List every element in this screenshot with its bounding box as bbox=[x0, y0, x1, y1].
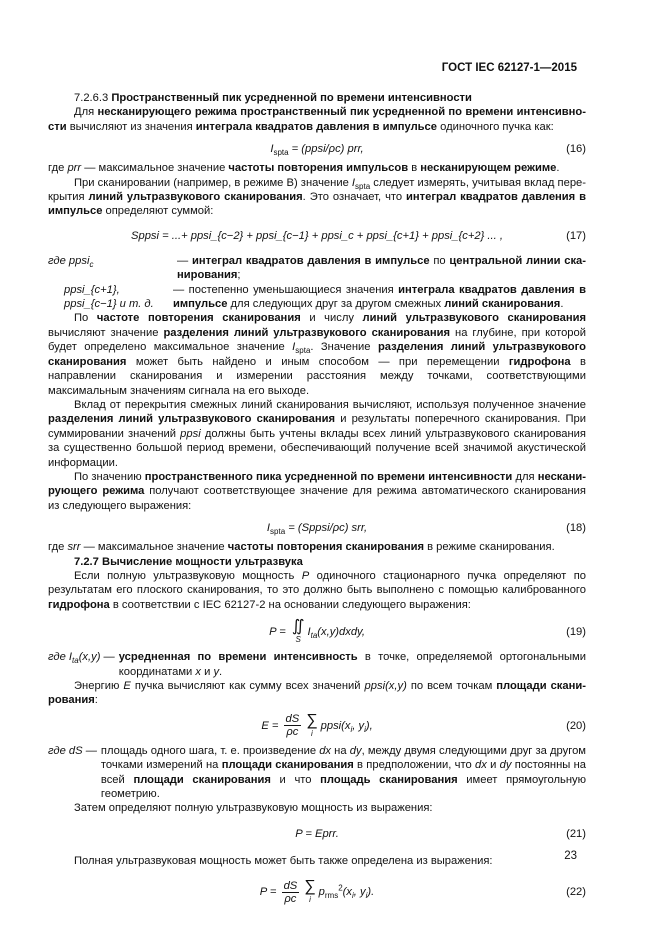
section-heading-7-2-6-3 bbox=[48, 91, 586, 105]
symbol: ppsi(x,y) bbox=[364, 680, 407, 692]
formula-subscript: rms bbox=[324, 891, 339, 901]
text: площадь одного шага, т. е. произведение bbox=[100, 744, 320, 757]
paragraph-1 bbox=[48, 105, 586, 134]
text: в предположении, что bbox=[353, 759, 475, 772]
paragraph-8 bbox=[48, 569, 586, 612]
equation-number: (20) bbox=[566, 719, 586, 732]
formula: Sppsi = ...+ ppsi_{c−2} + ppsi_{c−1} + ppsi_c + ppsi_{c+1} + ppsi_{c+2} ... , bbox=[131, 229, 503, 242]
term-subscript: c bbox=[89, 260, 94, 270]
formula bbox=[48, 874, 586, 910]
text: — bbox=[177, 254, 192, 267]
text: одиночного стационарного пучка определяют по результатам его плоского сканирования, то это должно быть выполнено с помощью калиброванного bbox=[48, 569, 586, 597]
text: . bbox=[560, 298, 564, 311]
equation-22 bbox=[48, 874, 586, 910]
symbol: ppsi bbox=[180, 427, 201, 440]
text: определяют суммой: bbox=[102, 205, 214, 218]
equation-number: (18) bbox=[566, 522, 586, 535]
subscript: spta bbox=[355, 181, 371, 191]
term: площади сканирования bbox=[133, 773, 271, 786]
formula-lhs: I bbox=[266, 522, 271, 535]
equation-number: (17) bbox=[566, 229, 586, 242]
equation-20 bbox=[48, 708, 586, 744]
term: несканирующем режиме bbox=[420, 162, 557, 175]
text: постоянны на всей bbox=[100, 759, 586, 786]
integral-sign: ∬ bbox=[291, 618, 305, 636]
standard-header: ГОСТ IEC 62127-1—2015 bbox=[441, 62, 577, 74]
equation-18 bbox=[48, 516, 586, 540]
text: и что bbox=[270, 773, 321, 786]
text: должны быть учтены вклады всех линий ультразвукового сканирования за существенно большой период времени, обеспечивающий получение всей значимой акустической информации. bbox=[48, 427, 586, 469]
text: на bbox=[331, 744, 350, 757]
formula-rest: (x,y)dxdy, bbox=[317, 626, 365, 639]
formula-subscript: ta bbox=[310, 631, 318, 641]
fraction bbox=[282, 880, 300, 905]
sum-index: i bbox=[311, 728, 313, 738]
equation-21 bbox=[48, 822, 586, 846]
text: где bbox=[48, 162, 68, 175]
term: гидрофона bbox=[48, 598, 110, 611]
formula-lhs: I bbox=[270, 143, 274, 156]
definition-term: ppsi_{c+1}, ppsi_{c−1} и т. д. bbox=[64, 283, 154, 311]
term: линий сканирования bbox=[444, 298, 561, 311]
section-heading-7-2-7 bbox=[48, 555, 586, 569]
text: следует измерять, учитывая вклад перекрытия bbox=[48, 176, 586, 204]
text: пучка вычисляют как сумму всех значений bbox=[130, 680, 365, 692]
term: несканирующего режима пространственный пик усредненной по времени интенсивности bbox=[48, 106, 586, 133]
text: для следующих друг за другом смежных bbox=[227, 298, 445, 311]
definition-text bbox=[177, 254, 586, 283]
term: площадь сканирования bbox=[320, 773, 458, 786]
text: в соответствии с IEC 62127-2 на основании следующего выражения: bbox=[109, 598, 471, 611]
term: интеграла квадратов давления в импульсе bbox=[195, 120, 438, 133]
formula-lhs: P = bbox=[259, 886, 280, 899]
term-symbol: где I bbox=[48, 651, 73, 664]
text: По значению bbox=[74, 470, 145, 483]
term: частоты повторения импульсов bbox=[228, 162, 409, 175]
paragraph-9 bbox=[48, 679, 586, 708]
text: ; bbox=[237, 269, 241, 282]
symbol: srr bbox=[67, 541, 81, 554]
text: вычисляют из значения bbox=[66, 120, 196, 133]
text: и bbox=[200, 665, 214, 678]
term: частоте повторения сканирования bbox=[96, 312, 301, 325]
term: частоты повторения сканирования bbox=[227, 541, 425, 554]
text: и числу bbox=[300, 312, 363, 325]
page-number: 23 bbox=[564, 850, 577, 862]
definition-ita bbox=[48, 650, 586, 679]
text: , между двумя следующими друг за другом точками измерений на bbox=[100, 744, 586, 772]
sum-sign: ∑ bbox=[304, 878, 316, 896]
text: на глубине, при которой будет определено максимальное значение bbox=[48, 326, 586, 354]
definition-text bbox=[101, 744, 586, 802]
integral-domain: S bbox=[295, 635, 301, 645]
section-number: 7.2.7 bbox=[74, 555, 99, 568]
paragraph-7 bbox=[48, 540, 586, 554]
symbol: dx bbox=[319, 744, 332, 757]
text: Вклад от перекрытия смежных линий сканирования вычисляют, используя полученное значение bbox=[74, 398, 586, 411]
term: интеграла квадратов давления в импульсе bbox=[173, 283, 587, 311]
symbol: x bbox=[195, 665, 201, 678]
formula bbox=[48, 708, 586, 744]
text: и результаты поперечного сканирования. При суммировании значений bbox=[48, 413, 586, 440]
text: По bbox=[74, 312, 97, 325]
formula-body: , y bbox=[352, 719, 365, 732]
fraction-numerator: dS bbox=[285, 713, 300, 726]
text: Энергию bbox=[74, 680, 124, 692]
formula-body: ). bbox=[367, 886, 375, 899]
term: разделения линий ультразвукового сканирования bbox=[48, 413, 336, 426]
subscript: spta bbox=[295, 346, 311, 356]
formula-body: , y bbox=[353, 886, 366, 899]
text: может быть найдено и иным способом — при перемещении bbox=[126, 355, 509, 368]
term: несканирующего режима bbox=[48, 470, 586, 498]
equation-number: (19) bbox=[566, 626, 586, 639]
text: в режиме сканирования. bbox=[424, 541, 555, 554]
term-subscript: ta bbox=[72, 656, 79, 666]
text: . Это означает, что bbox=[302, 191, 407, 204]
formula-rhs: = (Sppsi/ρc) srr, bbox=[285, 522, 368, 535]
definition-term bbox=[48, 254, 177, 283]
formula-rhs: = (ppsi/ρc) prr, bbox=[288, 143, 364, 156]
definition-ppsi-neighbors bbox=[48, 283, 586, 312]
formula bbox=[48, 516, 586, 540]
equation-number: (16) bbox=[566, 143, 586, 156]
text: : bbox=[94, 694, 98, 707]
symbol: I bbox=[292, 341, 296, 354]
fraction-numerator: dS bbox=[283, 879, 298, 892]
paragraph-3 bbox=[48, 176, 586, 219]
definition-ppsi-c bbox=[48, 254, 586, 283]
text: в направлении сканирования и измерении расстояния между точками, соответствующими максимальным значениям сигнала на его выходе. bbox=[48, 355, 586, 397]
summation bbox=[304, 879, 315, 905]
formula-body: p bbox=[318, 886, 325, 899]
paragraph-5 bbox=[48, 398, 586, 470]
text: Если полную ультразвуковую мощность bbox=[74, 569, 302, 582]
paragraph-10: Затем определяют полную ультразвуковую мощность из выражения: bbox=[74, 802, 433, 815]
formula-lhs: E = bbox=[261, 719, 282, 732]
term: интеграл квадратов давления в импульсе bbox=[191, 254, 430, 267]
term-symbol: где ppsi bbox=[48, 254, 90, 267]
text: — максимальное значение bbox=[80, 541, 228, 554]
paragraph-4 bbox=[48, 311, 586, 397]
formula-body: I bbox=[307, 626, 311, 639]
text: . bbox=[219, 665, 223, 678]
text: в bbox=[408, 162, 421, 175]
text: в точке, определяемой ортогональными координатами bbox=[118, 651, 586, 678]
symbol: dy bbox=[349, 744, 362, 757]
term: гидрофона bbox=[508, 355, 571, 368]
formula-subscript: i bbox=[364, 725, 366, 735]
text: по bbox=[429, 254, 450, 267]
text: При сканировании (например, в режиме В) значение bbox=[74, 176, 352, 189]
paragraph-6 bbox=[48, 470, 586, 513]
symbol: E bbox=[123, 680, 131, 692]
term: усредненная по времени интенсивность bbox=[118, 651, 358, 664]
double-integral bbox=[292, 619, 305, 645]
text: . bbox=[556, 162, 560, 175]
definition-term bbox=[48, 650, 119, 679]
term: интеграл квадратов давления в импульсе bbox=[48, 191, 587, 218]
term: центральной линии сканирования bbox=[177, 254, 587, 282]
definition-term bbox=[48, 744, 101, 802]
text: по всем точкам bbox=[406, 680, 497, 692]
formula-subscript: i bbox=[350, 725, 353, 735]
text: получают соответствующее значение для режима автоматического сканирования из следующего выражения: bbox=[48, 485, 586, 512]
symbol: dx bbox=[474, 759, 487, 772]
symbol: y bbox=[213, 665, 220, 678]
text: . Значение bbox=[310, 341, 378, 354]
fraction-denominator: ρc bbox=[284, 892, 297, 905]
text: для bbox=[512, 470, 538, 483]
text: Для bbox=[74, 106, 98, 119]
formula: P = Eprr. bbox=[295, 827, 339, 840]
formula-subscript: i bbox=[365, 891, 368, 901]
term: разделения линий ультразвукового сканирования bbox=[163, 326, 451, 339]
equation-16 bbox=[48, 137, 586, 161]
formula-superscript: 2 bbox=[338, 883, 343, 893]
definition-ds bbox=[48, 744, 586, 802]
equation-number: (21) bbox=[566, 827, 586, 840]
text: вычисляют значение bbox=[48, 326, 164, 339]
term: разделения линий ультразвукового сканирования bbox=[48, 341, 586, 368]
formula-body: ppsi(x bbox=[320, 719, 351, 732]
fraction-denominator: ρc bbox=[286, 726, 299, 739]
page-body bbox=[48, 91, 586, 910]
equation-17 bbox=[48, 224, 586, 248]
section-title: Вычисление мощности ультразвука bbox=[102, 555, 303, 568]
summation bbox=[306, 713, 317, 739]
text: имеет прямоугольную геометрию. bbox=[100, 773, 586, 801]
equation-19 bbox=[48, 614, 586, 650]
text: и bbox=[486, 759, 500, 772]
formula bbox=[48, 137, 586, 161]
paragraph-2 bbox=[48, 161, 586, 175]
term-symbol: где dS — bbox=[48, 744, 97, 757]
term: линий ультразвукового сканирования bbox=[88, 191, 303, 204]
formula-body: ), bbox=[365, 719, 373, 732]
sum-index: i bbox=[309, 895, 311, 905]
text: где bbox=[48, 541, 68, 554]
fraction bbox=[284, 713, 302, 738]
section-number: 7.2.6.3 bbox=[74, 92, 109, 104]
equation-number: (22) bbox=[566, 886, 586, 899]
section-title: Пространственный пик усредненной по времени интенсивности bbox=[111, 92, 472, 104]
formula-subscript: spta bbox=[270, 527, 286, 537]
definition-text bbox=[119, 650, 586, 679]
text: — максимальное значение bbox=[81, 162, 229, 175]
formula-body: (x bbox=[342, 886, 352, 899]
term: пространственного пика усредненной по времени интенсивности bbox=[144, 470, 513, 483]
text: — постепенно уменьшающиеся значения bbox=[173, 283, 399, 296]
formula-subscript: i bbox=[352, 891, 354, 901]
sum-sign: ∑ bbox=[306, 711, 318, 729]
paragraph-11: Полная ультразвуковая мощность может быть также определена из выражения: bbox=[74, 854, 493, 867]
formula bbox=[48, 614, 586, 650]
term-args: (x,y) — bbox=[78, 651, 115, 664]
term: площади сканирования bbox=[221, 759, 354, 772]
symbol: P bbox=[301, 569, 310, 582]
symbol: I bbox=[351, 176, 356, 189]
definition-text bbox=[173, 283, 586, 312]
text: одиночного пучка как: bbox=[437, 120, 554, 133]
term: площади сканирования bbox=[48, 680, 586, 707]
formula-subscript: spta bbox=[273, 148, 289, 158]
symbol: dy bbox=[499, 759, 512, 772]
symbol: prr bbox=[67, 162, 82, 175]
formula-lhs: P = bbox=[269, 626, 289, 639]
term: линий ультразвукового сканирования bbox=[362, 312, 586, 325]
